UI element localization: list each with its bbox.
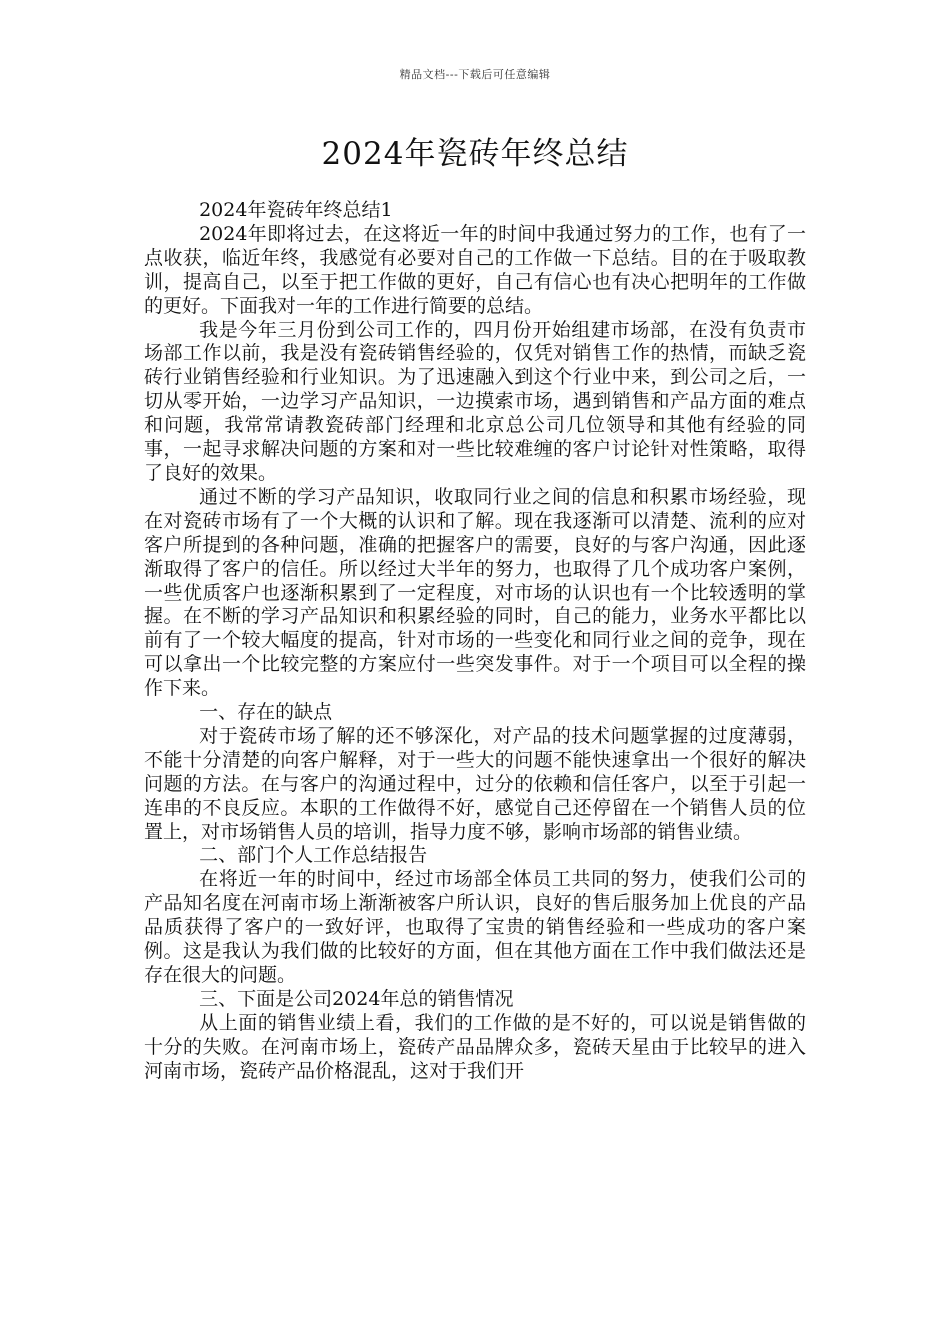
section-heading: 2024年瓷砖年终总结1 (199, 199, 393, 221)
section-heading: 一、存在的缺点 (199, 701, 333, 724)
section-heading: 二、部门个人工作总结报告 (199, 844, 428, 867)
body-paragraph: 对于瓷砖市场了解的还不够深化，对产品的技术问题掌握的过度薄弱，不能十分清楚的向客户解释，对于一些大的问题不能快速拿出一个很好的解决问题的方法。在与客户的沟通过程中，过分的依赖和信任客户，以至于引起一连串的不良反应。本职的工作做得不好，感觉自己还停留在一个销售人员的位置上，对市场销售人员的培训，指导力度不够，影响市场部的销售业绩。 (144, 724, 806, 843)
body-paragraph: 在将近一年的时间中，经过市场部全体员工共同的努力，使我们公司的产品知名度在河南市场上渐渐被客户所认识，良好的售后服务加上优良的产品品质获得了客户的一致好评，也取得了宝贵的销售经验和一些成功的客户案例。这是我认为我们做的比较好的方面，但在其他方面在工作中我们做法还是存在很大的问题。 (144, 868, 806, 986)
document-body (144, 199, 806, 1084)
page-header-note: 精品文档---下载后可任意编辑 (399, 68, 551, 81)
document-title: 2024年瓷砖年终总结 (321, 136, 629, 172)
body-paragraph: 从上面的销售业绩上看，我们的工作做的是不好的，可以说是销售做的十分的失败。在河南市场上，瓷砖产品品牌众多，瓷砖天星由于比较早的进入河南市场，瓷砖产品价格混乱，这对于我们开 (144, 1011, 806, 1082)
section-heading: 三、下面是公司2024年总的销售情况 (199, 987, 514, 1010)
body-paragraph: 2024年即将过去，在这将近一年的时间中我通过努力的工作，也有了一点收获，临近年终，我感觉有必要对自己的工作做一下总结。目的在于吸取教训，提高自己，以至于把工作做的更好，自己有信心也有决心把明年的工作做的更好。下面我对一年的工作进行简要的总结。 (144, 222, 806, 317)
body-paragraph: 我是今年三月份到公司工作的，四月份开始组建市场部，在没有负责市场部工作以前，我是没有瓷砖销售经验的，仅凭对销售工作的热情，而缺乏瓷砖行业销售经验和行业知识。为了迅速融入到这个行业中来，到公司之后，一切从零开始，一边学习产品知识，一边摸索市场，遇到销售和产品方面的难点和问题，我常常请教瓷砖部门经理和北京总公司几位领导和其他有经验的同事，一起寻求解决问题的方案和对一些比较难缠的客户讨论针对性策略，取得了良好的效果。 (144, 318, 806, 484)
body-paragraph: 通过不断的学习产品知识，收取同行业之间的信息和积累市场经验，现在对瓷砖市场有了一个大概的认识和了解。现在我逐渐可以清楚、流利的应对客户所提到的各种问题，准确的把握客户的需要，良好的与客户沟通，因此逐渐取得了客户的信任。所以经过大半年的努力，也取得了几个成功客户案例，一些优质客户也逐渐积累到了一定程度，对市场的认识也有一个比较透明的掌握。在不断的学习产品知识和积累经验的同时，自己的能力，业务水平都比以前有了一个较大幅度的提高，针对市场的一些变化和同行业之间的竞争，现在可以拿出一个比较完整的方案应付一些突发事件。对于一个项目可以全程的操作下来。 (144, 485, 806, 700)
